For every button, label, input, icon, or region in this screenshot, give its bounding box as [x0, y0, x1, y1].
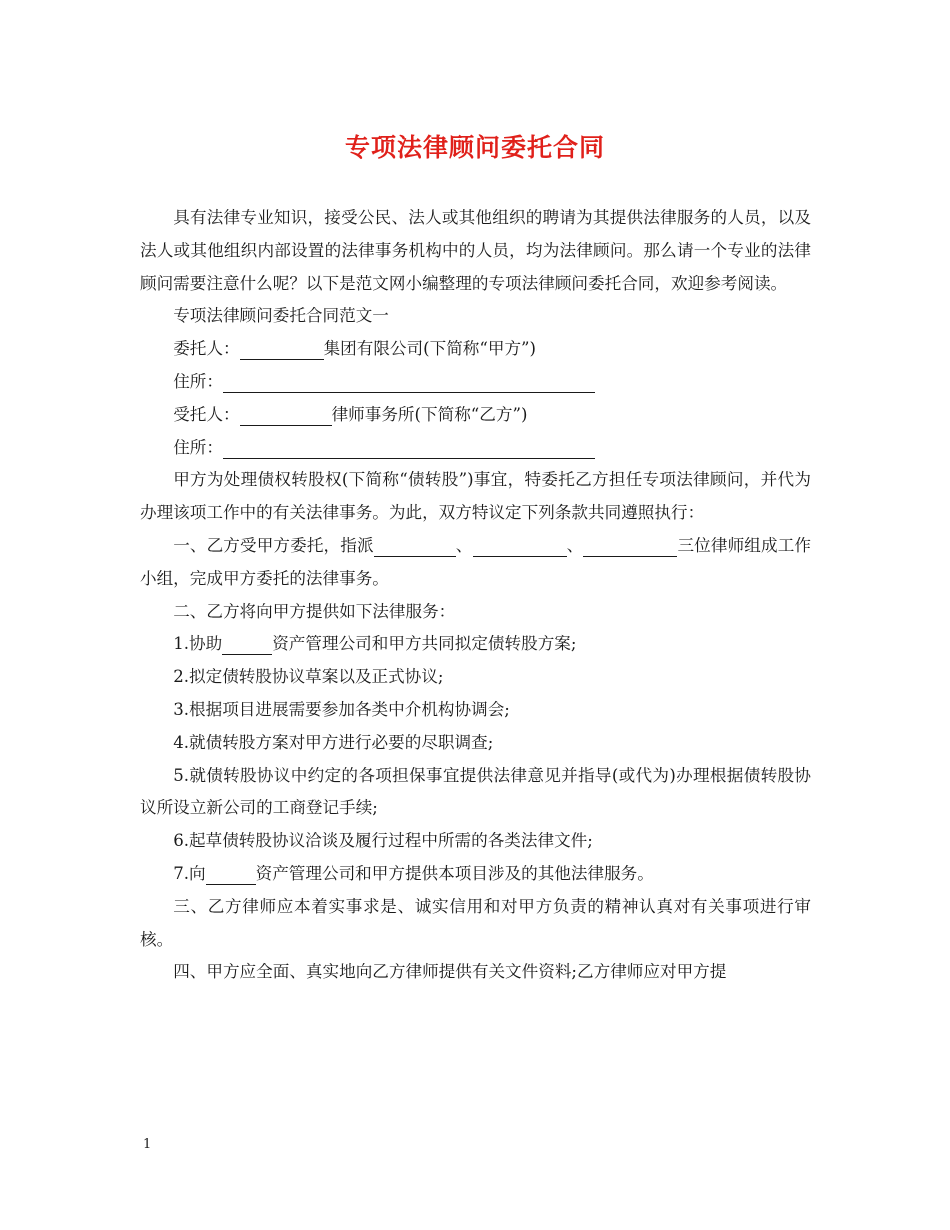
agent-address-blank [223, 438, 595, 459]
item-7 [140, 858, 811, 891]
clause-1-prefix: 一、乙方受甲方委托，指派 [173, 535, 374, 555]
item-5: 5.就债转股协议中约定的各项担保事宜提供法律意见并指导(或代为)办理根据债转股协议所设立新公司的工商登记手续; [140, 765, 811, 818]
lawyer-blank-2 [473, 536, 567, 557]
clause-1-sep-1: 、 [455, 535, 473, 555]
agent-suffix: 律师事务所(下简称“乙方”) [331, 404, 528, 424]
agent-blank [240, 405, 332, 426]
item-2: 2.拟定债转股协议草案以及正式协议; [173, 667, 444, 687]
page-number: 1 [143, 1137, 152, 1152]
client-address-blank [223, 372, 595, 393]
clause-1-sep-2: 、 [566, 535, 584, 555]
client-line [140, 333, 811, 366]
lawyer-blank-3 [583, 536, 677, 557]
lawyer-blank-1 [374, 536, 456, 557]
item-1-prefix: 1.协助 [173, 634, 223, 654]
sample-heading: 专项法律顾问委托合同范文一 [173, 306, 389, 326]
client-address-line [140, 366, 811, 399]
clause-1-suffix: 三位律师组成工作小组，完成甲方委托的法律事务。 [140, 535, 812, 588]
item-7-prefix: 7.向 [173, 863, 206, 883]
item-7-blank [206, 864, 256, 885]
client-suffix: 集团有限公司(下简称“甲方”) [323, 339, 537, 359]
clause-4: 四、甲方应全面、真实地向乙方律师提供有关文件资料;乙方律师应对甲方提 [173, 962, 727, 982]
intro-paragraph: 具有法律专业知识，接受公民、法人或其他组织的聘请为其提供法律服务的人员，以及法人或其他组织内部设置的法律事务机构中的人员，均为法律顾问。那么请一个专业的法律顾问需要注意什么呢？以下是范文网小编整理的专项法律顾问委托合同，欢迎参考阅读。 [140, 208, 811, 293]
item-1 [140, 628, 811, 661]
clause-3: 三、乙方律师应本着实事求是、诚实信用和对甲方负责的精神认真对有关事项进行审核。 [140, 896, 811, 949]
item-6: 6.起草债转股协议洽谈及履行过程中所需的各类法律文件; [173, 831, 593, 851]
clause-1 [140, 530, 811, 596]
agent-line [140, 399, 811, 432]
item-1-suffix: 资产管理公司和甲方共同拟定债转股方案; [272, 634, 577, 654]
agent-label: 受托人： [173, 404, 240, 424]
client-blank [240, 339, 324, 360]
clause-2: 二、乙方将向甲方提供如下法律服务： [173, 601, 456, 621]
item-1-blank [222, 634, 272, 655]
item-4: 4.就债转股方案对甲方进行必要的尽职调查; [173, 732, 494, 752]
client-label: 委托人： [173, 339, 240, 359]
document-title: 专项法律顾问委托合同 [344, 133, 605, 162]
item-7-suffix: 资产管理公司和甲方提供本项目涉及的其他法律服务。 [255, 863, 654, 883]
address2-label: 住所： [173, 437, 223, 457]
document-body [140, 202, 811, 989]
preamble-paragraph: 甲方为处理债权转股权(下简称“债转股”)事宜，特委托乙方担任专项法律顾问，并代为办理该项工作中的有关法律事务。为此，双方特议定下列条款共同遵照执行： [140, 470, 811, 523]
address-label: 住所： [173, 371, 223, 391]
item-3: 3.根据项目进展需要参加各类中介机构协调会; [173, 699, 510, 719]
agent-address-line [140, 432, 811, 465]
